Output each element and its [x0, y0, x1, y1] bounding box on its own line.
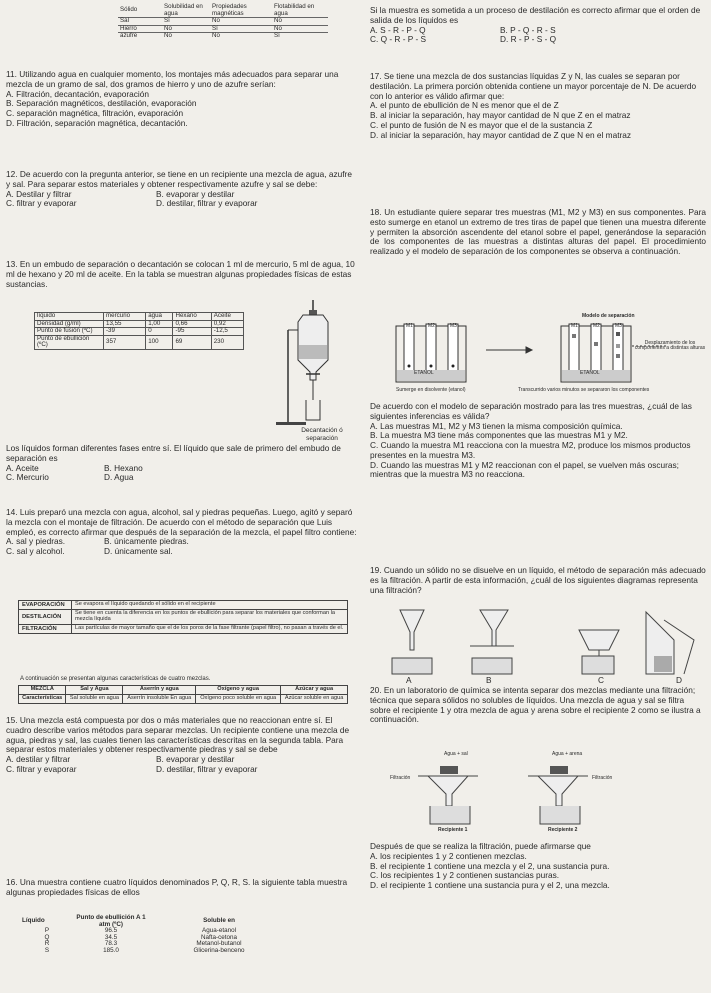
label-displacement: Desplazamiento de los componentes a distintas alturas: [634, 340, 706, 351]
mixtures-intro: A continuación se presentan algunas características de cuatro mezclas.: [20, 676, 211, 682]
question-11: [6, 70, 358, 129]
table-cell: 96.5: [104, 927, 118, 935]
label-filtration-left: Filtración: [390, 775, 411, 781]
table-cell: -95: [173, 328, 211, 336]
option-c[interactable]: C. el punto de fusión de N es mayor que el de la sustancia Z: [370, 119, 593, 130]
option-b[interactable]: B. el recipiente 1 contiene una mezcla y el 2, una sustancia pura.: [370, 860, 610, 871]
table-header: Aceite: [211, 313, 243, 321]
table-cell: 13,55: [104, 320, 146, 328]
option-b[interactable]: B. La muestra M3 tiene más componentes que las muestras M1 y M2.: [370, 430, 628, 441]
table-cell: -39: [104, 328, 146, 336]
table-cell: No: [212, 17, 220, 24]
table-header: Líquido: [22, 917, 45, 925]
option-d[interactable]: D. destilar, filtrar y evaporar: [156, 198, 258, 209]
option-c[interactable]: C. filtrar y evaporar: [6, 763, 77, 774]
table-row: [118, 4, 328, 18]
label-container-2: Recipiente 2: [548, 827, 578, 833]
option-d[interactable]: D. R - P - S - Q: [500, 34, 557, 45]
options-row: [6, 464, 358, 474]
table-cell: S: [44, 947, 50, 955]
option-d[interactable]: D. Filtración, separación magnética, decantación.: [6, 117, 188, 128]
table-cell: Oxígeno poco soluble en agua: [196, 694, 281, 703]
question-12: [6, 170, 358, 209]
options-row: [370, 35, 706, 45]
table-header: Sal y Agua: [66, 686, 123, 695]
label-water-sand: Agua + arena: [552, 751, 583, 757]
table-header: Propiedades magnéticas: [212, 3, 247, 17]
question-20: [370, 686, 706, 725]
question-14: [6, 508, 358, 557]
table-row: [20, 948, 290, 955]
filtration-diagrams: [384, 600, 704, 678]
label-m3: M3: [450, 323, 457, 329]
table-cell: Densidad (g/ml): [35, 320, 104, 328]
option-b[interactable]: B. P - Q - R - S: [500, 24, 556, 35]
option-c[interactable]: C. Cuando la muestra M1 reacciona con la muestra M2, produce los mismos productos presentes en la muestra M3.: [370, 440, 691, 460]
table-cell: 0,92: [211, 320, 243, 328]
option-c[interactable]: C. Mercurio: [6, 472, 49, 483]
table-cell: R: [44, 940, 50, 948]
table-cell: 0,66: [173, 320, 211, 328]
table-cell: FILTRACIÓN: [19, 624, 72, 633]
properties-table: [118, 4, 328, 40]
question-text: 15. Una mezcla está compuesta por dos o más materiales que no reaccionan entre sí. El cuadro describe varios métodos para separar mezclas. Un recipiente contiene una mezcla de agua, piedras y sal, las cuales tienen las características descritas en la segunda tabla. Para separar estos materiales y obtener respectivamente piedras y sal se debe: [6, 715, 350, 755]
table-cell: Características: [19, 694, 66, 703]
label-water-salt: Agua + sal: [444, 751, 468, 757]
table-cell: Se tiene en cuenta la diferencia en los puntos de ebullición para separar los materiales que conforman la mezcla líquida: [72, 610, 348, 625]
table-cell: No: [274, 17, 282, 24]
label-m3: M3: [615, 323, 622, 329]
table-header: Flotabilidad en agua: [274, 3, 315, 17]
question-text: 13. En un embudo de separación o decantación se colocan 1 ml de mercurio, 5 ml de agua, 10 ml de hexano y 20 ml de aceite. En la tabla se muestran algunas propiedades físicas de estas sustancias.: [6, 259, 355, 289]
separatory-funnel-figure: [268, 300, 358, 435]
table-header: agua: [146, 313, 173, 321]
option-d[interactable]: D. únicamente sal.: [104, 546, 173, 557]
question-18: [370, 208, 706, 257]
table-cell: Sal: [120, 17, 129, 24]
label-b: B: [486, 675, 492, 685]
table-row: [19, 610, 348, 625]
table-row: [19, 601, 348, 610]
question-text: 17. Se tiene una mezcla de dos sustancias líquidas Z y N, las cuales se separan por destilación. La primera porción obtenida contiene un mayor porcentaje de N. De acuerdo con lo anterior es válido afirmar que:: [370, 71, 697, 101]
chromatography-figure: [370, 314, 706, 398]
question-text: Si la muestra es sometida a un proceso de destilación es correcto afirmar que el orden de salida de los líquidos es: [370, 5, 701, 25]
table-cell: 185.0: [103, 947, 119, 955]
options-row: [6, 473, 358, 483]
caption-right: Transcurrido varios minutos se separaron los componentes: [518, 387, 650, 393]
question-19: [370, 566, 706, 595]
question-18-continued: [370, 402, 706, 480]
question-text: Los líquidos forman diferentes fases entre sí. El líquido que sale de primero del embudo de separación es: [6, 443, 341, 463]
options-row: [6, 199, 358, 209]
table-cell: Agua-etanol: [202, 927, 236, 935]
option-c[interactable]: C. los recipientes 1 y 2 contienen sustancias puras.: [370, 870, 560, 881]
option-b[interactable]: B. únicamente piedras.: [104, 536, 189, 547]
table-header: Aserrín y agua: [123, 686, 196, 695]
option-c[interactable]: C. Q - R - P - S: [370, 34, 427, 45]
table-header: Solubilidad en agua: [164, 3, 203, 17]
option-b[interactable]: B. al iniciar la separación, hay mayor cantidad de N que Z en el matraz: [370, 110, 631, 121]
label-etanol: ETANOL: [414, 370, 434, 376]
option-c[interactable]: C. separación magnética, filtración, evaporación: [6, 108, 184, 119]
label-m2: M2: [593, 323, 600, 329]
filtration-experiment-figure: [370, 752, 706, 836]
table-cell: 1,00: [146, 320, 173, 328]
table-row: [20, 935, 290, 942]
label-container-1: Recipiente 1: [438, 827, 468, 833]
table-row: [19, 624, 348, 633]
table-header: mercurio: [104, 313, 146, 321]
table-row: [118, 25, 328, 33]
caption-left: Sumerge en disolvente (etanol): [396, 387, 466, 393]
table-cell: No: [274, 24, 282, 32]
table-cell: Se evapora el líquido quedando el sólido en el recipiente: [72, 601, 348, 610]
question-13: [6, 260, 358, 289]
option-a[interactable]: A. sal y piedras.: [6, 536, 66, 547]
option-a[interactable]: A. Aceite: [6, 462, 39, 473]
question-16-continued: [370, 6, 706, 45]
table-cell: Sí: [212, 24, 218, 32]
table-cell: No: [164, 32, 172, 39]
table-cell: Metanol-butanol: [196, 940, 242, 948]
option-a[interactable]: A. destilar y filtrar: [6, 754, 71, 765]
table-cell: Sal soluble en agua: [66, 694, 123, 703]
table-cell: Azúcar soluble en agua: [281, 694, 348, 703]
table-header: Hexano: [173, 313, 211, 321]
option-c[interactable]: C. sal y alcohol.: [6, 546, 65, 557]
table-header: Sólido: [120, 6, 138, 14]
question-text: 11. Utilizando agua en cualquier momento, los montajes más adecuados para separar una mezcla de un gramo de sal, dos gramos de hierro y uno de azufre serían:: [6, 69, 339, 89]
table-cell: Sí: [274, 32, 280, 39]
label-m1: M1: [406, 323, 413, 329]
table-row: [20, 941, 290, 948]
question-text: 12. De acuerdo con la pregunta anterior, se tiene en un recipiente una mezcla de agua, azufre y sal. Para separar estos materiales y obtener respectivamente azufre y sal se debe:: [6, 169, 352, 189]
option-a[interactable]: A. Destilar y filtrar: [6, 188, 72, 199]
options-row: [6, 547, 358, 557]
table-row: [118, 33, 328, 40]
option-b[interactable]: B. evaporar y destilar: [156, 754, 235, 765]
table-cell: Glicerina-benceno: [193, 947, 245, 955]
chromatography-drawing: [376, 320, 696, 388]
table-cell: 100: [146, 335, 173, 349]
table-cell: 230: [211, 335, 243, 349]
option-d[interactable]: D. el recipiente 1 contiene una sustancia pura y el 2, una mezcla.: [370, 880, 610, 891]
question-17: [370, 72, 706, 140]
question-text: 20. En un laboratorio de química se intenta separar dos mezclas mediante una filtración; técnica que separa sólidos no solubles de líquidos. Una mezcla de agua y sal se filtra sobre el recipiente 1 y otra mezcla de agua y arena sobre el recipiente 2 como se ilustra a continuación.: [370, 685, 701, 725]
question-text: De acuerdo con el modelo de separación mostrado para las tres muestras, ¿cuál de las siguientes inferencias es válida?: [370, 401, 692, 421]
question-15: [6, 716, 358, 775]
option-b[interactable]: B. Hexano: [104, 462, 143, 473]
label-d: D: [676, 675, 682, 685]
table-cell: Hierro: [120, 24, 137, 32]
question-text: 18. Un estudiante quiere separar tres muestras (M1, M2 y M3) en sus componentes. Para esto sumerge en etanol un extremo de tres tiras de papel que tienen una muestra diferente y permiten la absorción ascendente del etanol sobre el papel, generándose la separación de los componentes de las muestras a distintas alturas del papel. El procedimiento realizado y el modelo de separación de los componentes se observa a continuación.: [370, 207, 706, 257]
label-etanol: ETANOL: [580, 370, 600, 376]
label-m1: M1: [571, 323, 578, 329]
option-b[interactable]: B. evaporar y destilar: [156, 188, 235, 199]
liquids-boiling-table: [20, 915, 290, 955]
table-header: Oxígeno y agua: [196, 686, 281, 695]
table-cell: -12,5: [211, 328, 243, 336]
figure-title: Modelo de separación: [582, 313, 635, 319]
question-13-continued: [6, 444, 358, 483]
mixtures-table: [18, 685, 348, 704]
question-text: 16. Una muestra contiene cuatro líquidos denominados P, Q, R, S. la siguiente tabla muestra algunas propiedades físicas de ellos: [6, 877, 348, 897]
table-cell: Aserrín insoluble En agua: [123, 694, 196, 703]
table-cell: 69: [173, 335, 211, 349]
table-row: [19, 686, 348, 695]
question-text: Después de que se realiza la filtración, puede afirmarse que: [370, 841, 591, 851]
question-16: [6, 878, 358, 898]
table-cell: azufre: [120, 32, 138, 39]
option-d[interactable]: D. Agua: [104, 472, 134, 483]
table-cell: EVAPORACIÓN: [19, 601, 72, 610]
table-cell: Q: [44, 933, 50, 941]
table-cell: No: [212, 32, 220, 39]
question-20-continued: [370, 842, 706, 891]
table-header: Punto de ebullición A 1 atm (ºC): [76, 914, 146, 928]
option-a[interactable]: A. los recipientes 1 y 2 contienen mezclas.: [370, 850, 527, 861]
table-cell: 78.3: [104, 940, 118, 948]
label-m2: M2: [428, 323, 435, 329]
table-header: Azúcar y agua: [281, 686, 348, 695]
methods-table: [18, 600, 348, 634]
table-cell: Las partículas de mayor tamaño que el de los poros de la fase filtrante (papel filtro), no pasan a través de el.: [72, 624, 348, 633]
table-row: [118, 18, 328, 26]
label-filtration-right: Filtración: [592, 775, 613, 781]
question-text: 14. Luis preparó una mezcla con agua, alcohol, sal y piedras pequeñas. Luego, agitó y separó la mezcla con el montaje de filtración. De acuerdo con el método de separación que Luis empleó, es correcto afirmar que después de la separación de la mezcla, el papel filtro contiene:: [6, 507, 357, 537]
filtration-experiment-drawing: [418, 758, 638, 828]
label-c: C: [598, 675, 604, 685]
table-header: líquido: [35, 313, 104, 321]
table-cell: Nafta-cetona: [200, 933, 238, 941]
option-d[interactable]: D. destilar, filtrar y evaporar: [156, 763, 258, 774]
question-text: 19. Cuando un sólido no se disuelve en un líquido, el método de separación más adecuado es la filtración. A partir de esta información, ¿cuál de los siguientes diagramas representa una filtración?: [370, 565, 706, 595]
table-cell: P: [44, 927, 50, 935]
table-row: [35, 313, 244, 321]
option-b[interactable]: B. Separación magnéticos, destilación, evaporación: [6, 98, 197, 109]
table-cell: 357: [104, 335, 146, 349]
table-cell: DESTILACIÓN: [19, 610, 72, 625]
option-a[interactable]: A. Filtración, decantación, evaporación: [6, 88, 149, 99]
table-header: Soluble en: [203, 917, 235, 925]
options-row: [6, 765, 358, 775]
figure-caption: Decantación ó separación: [301, 427, 343, 442]
table-row: [20, 928, 290, 935]
option-a[interactable]: A. el punto de ebullición de N es menor que el de Z: [370, 100, 559, 111]
table-cell: 0: [146, 328, 173, 336]
table-cell: Sí: [164, 17, 170, 24]
table-cell: No: [164, 24, 172, 32]
table-row: [35, 335, 244, 349]
table-row: [19, 694, 348, 703]
option-d[interactable]: D. al iniciar la separación, hay mayor cantidad de Z que N en el matraz: [370, 129, 632, 140]
label-a: A: [406, 675, 412, 685]
option-c[interactable]: C. filtrar y evaporar: [6, 198, 77, 209]
option-a[interactable]: A. S - R - P - Q: [370, 24, 426, 35]
table-cell: 34.5: [104, 933, 118, 941]
table-cell: Punto de fusión (ºC): [35, 328, 104, 336]
table-header: MEZCLA: [19, 686, 66, 695]
option-d[interactable]: D. Cuando las muestras M1 y M2 reaccionan con el papel, se vuelven más oscuras; mientras que la muestra M3 no reacciona.: [370, 459, 679, 480]
liquids-table: [34, 312, 244, 350]
table-row: [20, 915, 290, 928]
option-a[interactable]: A. Las muestras M1, M2 y M3 tienen la misma composición química.: [370, 420, 623, 431]
table-row: [35, 328, 244, 336]
table-cell: Punto de ebullición (ºC): [35, 335, 104, 349]
